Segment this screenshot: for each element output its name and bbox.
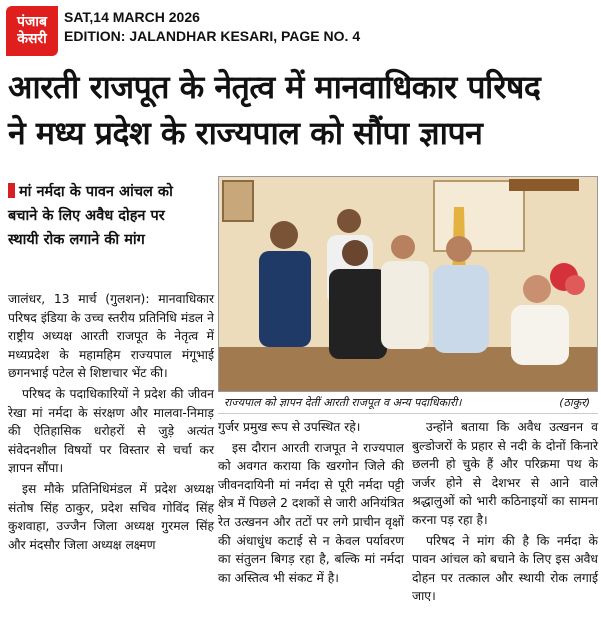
article-paragraph: परिषद ने मांग की है कि नर्मदा के पावन आंचल को बचाने के लिए इस अवैध दोहन पर तत्काल और स्थायी रोक लगाई जाए।: [412, 533, 598, 604]
article-paragraph: इस दौरान आरती राजपूत ने राज्यपाल को अवगत कराया कि खरगोन जिले की जीवनदायिनी मां नर्मदा से पूरी नर्मदा पट्टी क्षेत्र में पिछले 2 दशकों से जारी अनियंत्रित रेत उत्खनन और तटों पर लगे प्राचीन वृक्षों की अंधाधुंध कटाई से न केवल पर्यावरण का संतुलन बिगड़ रहा है, बल्कि मां नर्मदा का अस्तित्व भी संकट में है।: [218, 440, 404, 585]
article-paragraph: उन्होंने बताया कि अवैध उत्खनन व बुल्डोजरों के प्रहार से नदी के दोनों किनारे छलनी हो चुके हैं और परिक्रमा पथ के जर्जर होने से देशभर से आने वाले श्रद्धालुओं को भारी कठिनाइयों का सामना करना पड़ रहा है।: [412, 420, 598, 527]
subhead-line-1: मां नर्मदा के पावन आंचल को: [19, 184, 173, 200]
headline: [8, 64, 594, 156]
subhead-line-3: स्थायी रोक लगाने की मांग: [8, 232, 145, 248]
subhead-marker: [8, 183, 15, 198]
edition-meta: [64, 8, 360, 46]
photo-caption: [218, 392, 598, 414]
article-paragraph: इस मौके प्रतिनिधिमंडल में प्रदेश अध्यक्ष संतोष सिंह ठाकुर, प्रदेश सचिव गोविंद सिंह कुशवाहा, उज्जैन जिला अध्यक्ष गुरमल सिंह और मंदसौर जिला अध्यक्ष लक्ष्मण: [8, 481, 214, 552]
article-paragraph: गुर्जर प्रमुख रूप से उपस्थित रहे।: [218, 420, 361, 434]
article-column-2: [218, 418, 404, 589]
logo-line-2: केसरी: [17, 31, 47, 47]
news-photo: [218, 176, 598, 392]
headline-line-1: आरती राजपूत के नेतृत्व में मानवाधिकार परिषद: [8, 68, 541, 106]
article-paragraph: जालंधर, 13 मार्च (गुलशन): मानवाधिकार परिषद इंडिया के उच्च स्तरीय प्रतिनिधि मंडल ने राष्ट्रीय अध्यक्ष आरती राजपूत के नेतृत्व में मध्यप्रदेश के महामहिम राज्यपाल मंगूभाई छगनभाई पटेल से शिष्टाचार भेंट की।: [8, 292, 214, 381]
article-paragraph: परिषद के पदाधिकारियों ने प्रदेश की जीवन रेखा मां नर्मदा के संरक्षण और मालवा-निमाड़ की ऐतिहासिक धरोहरों से जुड़े अत्यंत संवेदनशील विषयों पर विस्तार से चर्चा कर ज्ञापन सौंपा।: [8, 386, 214, 476]
punjab-kesari-logo: [6, 6, 58, 56]
subhead-line-2: बचाने के लिए अवैध दोहन पर: [8, 208, 165, 224]
headline-line-2: ने मध्य प्रदेश के राज्यपाल को सौंपा ज्ञापन: [8, 114, 483, 152]
edition-info: EDITION: JALANDHAR KESARI, PAGE NO. 4: [64, 28, 361, 44]
publication-date: SAT,14 MARCH 2026: [64, 9, 200, 25]
article-column-1: [8, 290, 214, 556]
photo-illustration: [219, 177, 598, 392]
logo-line-1: पंजाब: [17, 14, 47, 30]
article-column-3: [412, 418, 598, 608]
caption-text: राज्यपाल को ज्ञापन देतीं आरती राजपूत व अन्य पदाधिकारी।: [224, 396, 462, 409]
subheadline: [8, 180, 214, 252]
photo-credit: (ठाकुर): [559, 396, 590, 409]
